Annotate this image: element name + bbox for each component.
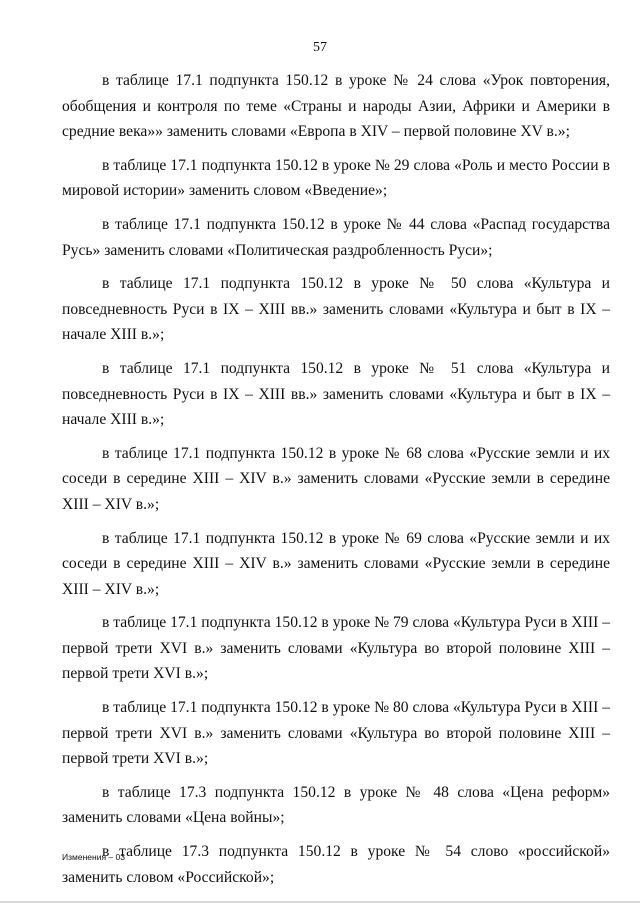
- paragraph: в таблице 17.3 подпункта 150.12 в уроке № 54 слово «российской» заменить словом «Российской»;: [62, 843, 610, 886]
- paragraph: в таблице 17.1 подпункта 150.12 в уроке № 29 слова «Роль и место России в мировой истории» заменить словом «Введение»;: [62, 156, 610, 200]
- paragraph: в таблице 17.1 подпункта 150.12 в уроке № 24 слова «Урок повторения, обобщения и контроля по теме «Страны и народы Азии, Африки и Америки в средние века»» заменить словами «Европа в XIV – первой половине XV в.»;: [62, 72, 610, 141]
- paragraph: в таблице 17.3 подпункта 150.12 в уроке № 48 слова «Цена реформ» заменить словами «Цена войны»;: [62, 783, 610, 827]
- paragraph: в таблице 17.1 подпункта 150.12 в уроке № 68 слова «Русские земли и их соседи в середине XIII – XIV в.» заменить словами «Русские земли в середине XIII – XIV в.»;: [62, 444, 610, 513]
- paragraph: в таблице 17.1 подпункта 150.12 в уроке № 80 слова «Культура Руси в XIII – первой трети XVI в.» заменить словами «Культура во второй половине XIII – первой трети XVI в.»;: [62, 699, 610, 768]
- document-body: [62, 68, 610, 898]
- page-number: 57: [313, 40, 327, 55]
- footer-note: Изменения – 03: [62, 852, 125, 862]
- paragraph: в таблице 17.1 подпункта 150.12 в уроке № 69 слова «Русские земли и их соседи в середине XIII – XIV в.» заменить словами «Русские земли в середине XIII – XIV в.»;: [62, 529, 610, 598]
- paragraph: в таблице 17.1 подпункта 150.12 в уроке № 79 слова «Культура Руси в XIII – первой трети XVI в.» заменить словами «Культура во второй половине XIII – первой трети XVI в.»;: [62, 614, 610, 683]
- paragraph: в таблице 17.1 подпункта 150.12 в уроке № 51 слова «Культура и повседневность Руси в IX – XIII вв.» заменить словами «Культура и быт в IX – начале XIII в.»;: [62, 359, 610, 429]
- paragraph: в таблице 17.1 подпункта 150.12 в уроке № 50 слова «Культура и повседневность Руси в IX – XIII вв.» заменить словами «Культура и быт в IX – начале XIII в.»;: [62, 275, 610, 344]
- paragraph: в таблице 17.1 подпункта 150.12 в уроке № 44 слова «Распад государства Русь» заменить словами «Политическая раздробленность Руси»;: [62, 215, 610, 259]
